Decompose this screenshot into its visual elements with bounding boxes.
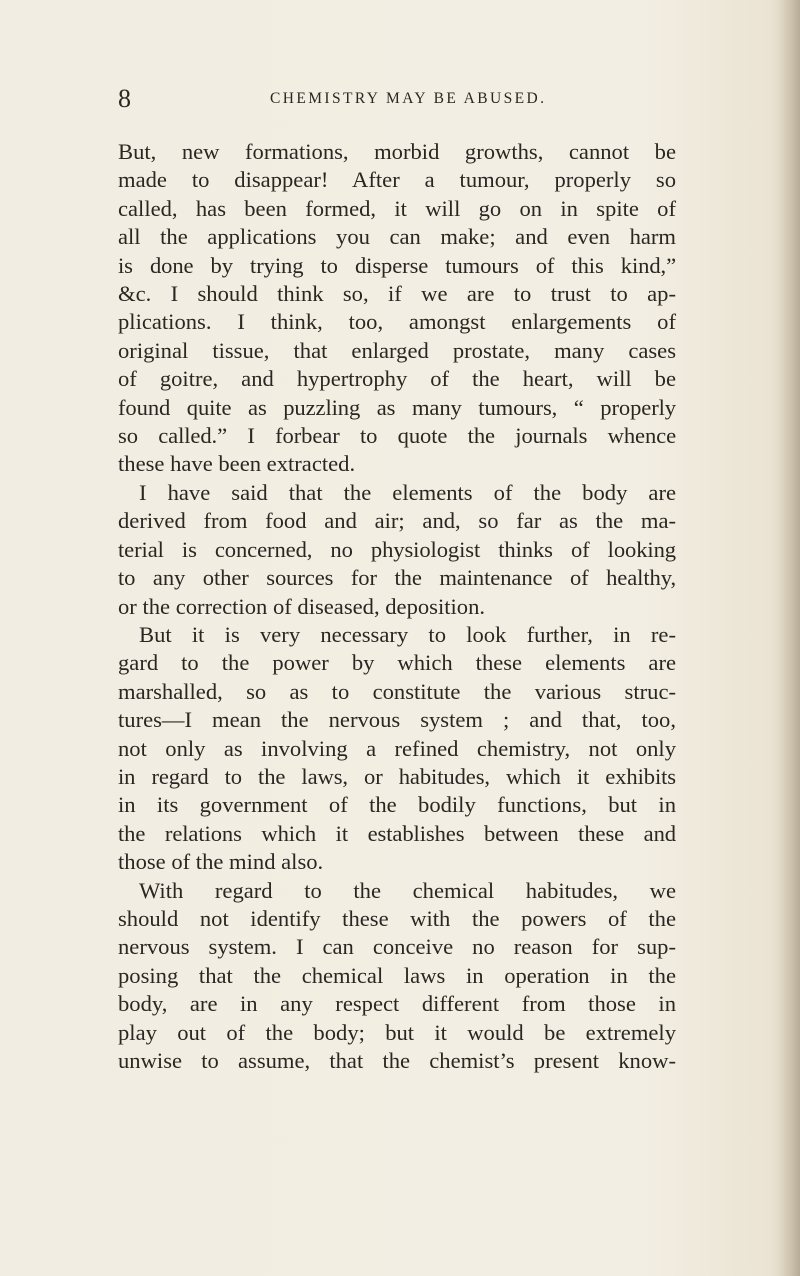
text-line: unwise to assume, that the chemist’s present know- [118,1048,676,1073]
text-line: is done by trying to disperse tumours of this kind,” [118,252,676,278]
text-line: terial is concerned, no physiologist thinks of looking [118,536,676,562]
text-line: original tissue, that enlarged prostate, many cases [118,337,676,363]
text-line: all the applications you can make; and even harm [118,224,676,250]
paragraph-start-line: But it is very necessary to look further, in re- [139,621,676,647]
text-line: &c. I should think so, if we are to trust to ap- [118,281,676,307]
text-line: play out of the body; but it would be extremely [118,1019,676,1045]
page-edge-shadow [778,0,800,1276]
text-line: nervous system. I can conceive no reason for sup- [118,934,676,960]
running-head: CHEMISTRY MAY BE ABUSED. [270,90,547,107]
text-line: called, has been formed, it will go on in spite of [118,195,676,221]
text-line: of goitre, and hypertrophy of the heart, will be [118,366,676,392]
text-line: to any other sources for the maintenance of healthy, [118,565,676,591]
text-line: found quite as puzzling as many tumours, “ properly [118,394,676,420]
text-line: plications. I think, too, amongst enlargements of [118,309,676,335]
paragraph-end-line: these have been extracted. [118,451,356,477]
page-header [118,86,678,112]
text-line: marshalled, so as to constitute the various struc- [118,678,676,704]
paragraph-end-line: those of the mind also. [118,849,324,875]
body-text [118,138,676,1075]
text-line: in its government of the bodily functions, but in [118,792,676,818]
text-line: not only as involving a refined chemistry, not only [118,735,676,761]
text-line: in regard to the laws, or habitudes, which it exhibits [118,763,676,789]
text-line: should not identify these with the powers of the [118,905,676,931]
text-line: gard to the power by which these elements are [118,650,676,676]
paragraph-end-line: or the correction of diseased, deposition. [118,593,486,619]
text-line: body, are in any respect different from those in [118,991,676,1017]
text-line: so called.” I forbear to quote the journals whence [118,423,676,449]
paragraph-start-line: I have said that the elements of the body are [139,479,676,505]
page-number: 8 [118,84,131,113]
paragraph-start-line: With regard to the chemical habitudes, we [139,877,676,903]
text-line: derived from food and air; and, so far as the ma- [118,508,676,534]
text-line: tures—I mean the nervous system ; and that, too, [118,707,676,733]
text-line: posing that the chemical laws in operation in the [118,962,676,988]
text-line: made to disappear! After a tumour, properly so [118,167,676,193]
text-line: But, new formations, morbid growths, cannot be [118,139,676,164]
text-line: the relations which it establishes between these and [118,820,676,846]
